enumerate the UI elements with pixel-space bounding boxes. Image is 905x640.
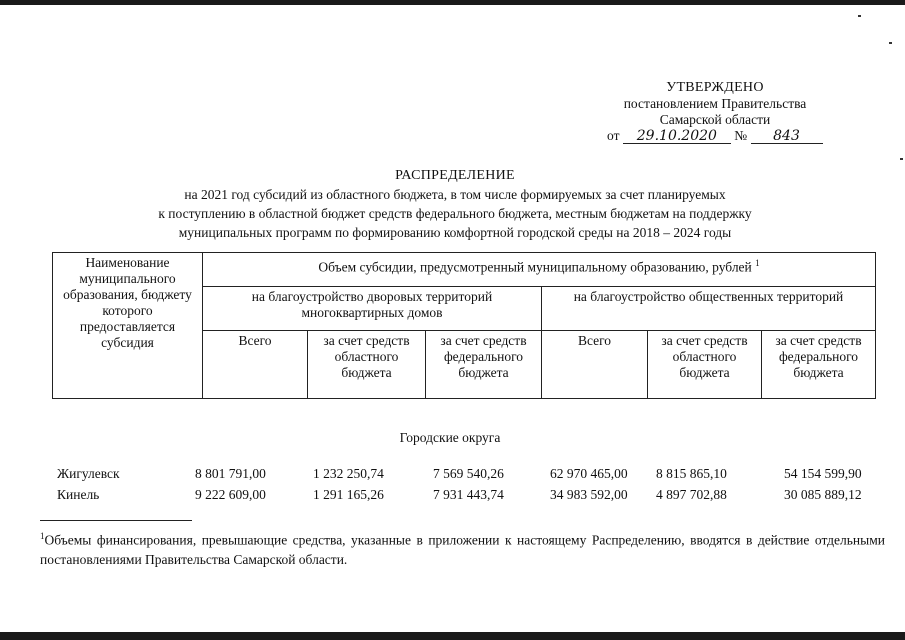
subtitle-line-1: на 2021 год субсидий из областного бюджета, в том числе формируемых за счет планируемых (184, 187, 726, 202)
row-public-total: 34 983 592,00 (550, 487, 628, 502)
scan-speck (900, 158, 903, 160)
header-public-total: Всего (542, 331, 648, 399)
footnote-divider (40, 520, 192, 521)
footnote-marker: 1 (40, 531, 45, 541)
scan-speck (858, 15, 861, 17)
document-title-block (40, 166, 870, 242)
header-yard-territories: на благоустройство дворовых территорий многоквартирных домов (203, 287, 542, 331)
header-subsidy-volume-text: Объем субсидии, предусмотренный муниципальному образованию, рублей (318, 259, 752, 275)
row-public-federal: 54 154 599,90 (784, 466, 862, 481)
row-name: Жигулевск (57, 466, 120, 481)
approval-line-2: Самарской области (659, 112, 771, 127)
header-yard-regional: за счет средств областного бюджета (308, 331, 426, 399)
row-public-total: 62 970 465,00 (550, 466, 628, 481)
row-name: Кинель (57, 487, 100, 502)
row-yard-regional: 1 232 250,74 (313, 466, 384, 481)
scan-speck (889, 42, 892, 44)
row-yard-regional: 1 291 165,26 (313, 487, 384, 502)
footnote-text: Объемы финансирования, превышающие средства, указанные в приложении к настоящему Распределению, вводятся в действие отдельными постановлениями Правительства Самарской области. (40, 532, 885, 567)
date-prefix: от (607, 128, 620, 143)
footnote (40, 527, 885, 569)
subtitle-line-3: муниципальных программ по формированию комфортной городской среды на 2018 – 2024 годы (178, 225, 732, 240)
approval-date-number (607, 128, 870, 144)
handwritten-number: 843 (751, 129, 823, 144)
table-row (55, 466, 875, 486)
approval-title: УТВЕРЖДЕНО (666, 80, 764, 95)
handwritten-date: 29.10.2020 (623, 129, 731, 144)
table-row (55, 487, 875, 507)
header-public-federal: за счет средств федерального бюджета (762, 331, 876, 399)
approval-line-1: постановлением Правительства (623, 96, 807, 111)
header-public-regional: за счет средств областного бюджета (648, 331, 762, 399)
approval-block (560, 80, 870, 144)
row-public-regional: 4 897 702,88 (656, 487, 727, 502)
row-yard-federal: 7 569 540,26 (433, 466, 504, 481)
header-subsidy-volume (203, 253, 876, 287)
row-public-regional: 8 815 865,10 (656, 466, 727, 481)
distribution-table-header (52, 252, 876, 399)
header-municipality: Наименование муниципального образования, бюджету которого предоставляется субсидия (53, 253, 203, 399)
row-yard-federal: 7 931 443,74 (433, 487, 504, 502)
scan-top-edge (0, 0, 905, 5)
header-yard-total: Всего (203, 331, 308, 399)
section-title: Городские округа (399, 430, 501, 445)
subtitle-line-2: к поступлению в областной бюджет средств федерального бюджета, местным бюджетам на поддержку (158, 206, 752, 221)
scan-bottom-edge (0, 632, 905, 640)
footnote-ref: 1 (755, 258, 760, 268)
number-prefix: № (734, 128, 748, 143)
header-public-territories: на благоустройство общественных территорий (542, 287, 876, 331)
row-public-federal: 30 085 889,12 (784, 487, 862, 502)
header-yard-federal: за счет средств федерального бюджета (426, 331, 542, 399)
row-yard-total: 8 801 791,00 (195, 466, 266, 481)
document-heading: РАСПРЕДЕЛЕНИЕ (395, 168, 515, 183)
row-yard-total: 9 222 609,00 (195, 487, 266, 502)
